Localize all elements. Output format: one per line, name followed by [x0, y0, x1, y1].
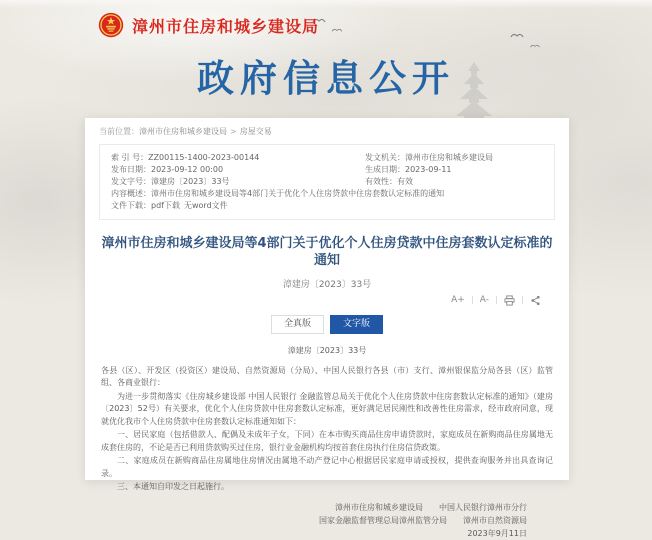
signature-orgs-line1: 漳州市住房和城乡建设局 中国人民银行漳州市分行	[335, 502, 527, 512]
article-title: 漳州市住房和城乡建设局等4部门关于优化个人住房贷款中住房套数认定标准的通知	[101, 236, 553, 268]
body-paragraph: 三、本通知自印发之日起施行。	[117, 482, 229, 491]
meta-publish-value: 2023-09-12 00:00	[151, 165, 224, 174]
toolbar-divider	[522, 296, 523, 304]
signature-block	[101, 501, 553, 540]
meta-summary	[111, 188, 543, 200]
meta-download-note: 无word文件	[183, 201, 228, 210]
breadcrumb-current-link[interactable]: 房屋交易	[239, 127, 272, 136]
meta-index-label: 索 引 号：	[111, 153, 149, 162]
meta-docnum-label: 发文字号：	[111, 177, 151, 186]
content-panel	[85, 118, 569, 538]
national-emblem-logo	[98, 12, 124, 38]
meta-created-label: 生成日期：	[365, 165, 405, 174]
print-button[interactable]	[504, 295, 515, 306]
document-body	[99, 345, 555, 540]
meta-docnum-value: 漳建房〔2023〕33号	[151, 177, 230, 186]
toolbar-divider	[496, 296, 497, 304]
meta-doc-number	[111, 176, 359, 188]
meta-publish-date	[111, 164, 359, 176]
font-decrease-button[interactable]: A-	[479, 295, 489, 305]
bird-icon	[510, 24, 524, 43]
meta-org-label: 发文机关：	[365, 153, 405, 162]
site-name: 漳州市住房和城乡建设局	[132, 16, 320, 36]
meta-download-label: 文件下载：	[111, 201, 151, 210]
banner-title: 政府信息公开	[197, 57, 455, 100]
meta-org-value: 漳州市住房和城乡建设局	[405, 153, 493, 162]
meta-validity-value: 有效	[397, 177, 413, 186]
body-paragraph: 二、家庭成员在新购商品住房属地住房情况由属地不动产登记中心根据居民家庭申请或授权，提供查询服务并出具查询记录。	[101, 456, 553, 478]
meta-download	[111, 200, 543, 212]
body-doc-number: 漳建房〔2023〕33号	[287, 346, 367, 355]
article-toolbar	[99, 293, 555, 307]
pdf-download-link[interactable]: pdf下载	[151, 201, 180, 210]
meta-publish-label: 发布日期：	[111, 165, 151, 174]
body-paragraph: 为进一步贯彻落实《住房城乡建设部 中国人民银行 金融监管总局关于优化个人住房贷款中住房套数认定标准的通知》（建房〔2023〕52号）有关要求，优化个人住房贷款中住房套数认定标准，更好满足居民刚性和改善性住房需求，经市政府同意，现就优化我市个人住房贷款中住房套数认定标准通知如下：	[101, 391, 553, 426]
bird-icon	[331, 21, 342, 36]
meta-created-value: 2023-09-11	[405, 165, 452, 174]
meta-issuing-org	[365, 152, 543, 164]
tab-text-version[interactable]: 文字版	[330, 315, 383, 334]
site-header[interactable]	[98, 12, 319, 38]
tab-full-version[interactable]: 全真版	[271, 315, 324, 334]
signature-date: 2023年9月11日	[467, 528, 527, 538]
font-increase-button[interactable]: A+	[451, 295, 465, 305]
meta-index	[111, 152, 359, 164]
version-tabs	[99, 315, 555, 334]
meta-summary-label: 内容概述：	[111, 189, 151, 198]
document-meta-box	[99, 144, 555, 220]
body-paragraph: 一、居民家庭（包括借款人、配偶及未成年子女，下同）在本市购买商品住房申请贷款时，家庭成员在新购商品住房属地无成套住房的，不论是否已利用贷款购买过住房，银行业金融机构均按首套住房执行住房信贷政策。	[101, 430, 553, 452]
share-button[interactable]	[530, 295, 541, 306]
meta-validity	[365, 176, 543, 188]
toolbar-divider	[472, 296, 473, 304]
meta-summary-value: 漳州市住房和城乡建设局等4部门关于优化个人住房贷款中住房套数认定标准的通知	[151, 189, 445, 198]
breadcrumb-home-link[interactable]: 漳州市住房和城乡建设局	[139, 127, 227, 136]
breadcrumb-separator: >	[230, 127, 237, 136]
meta-validity-label: 有效性：	[365, 177, 397, 186]
meta-created-date	[365, 164, 543, 176]
article-doc-number: 漳建房〔2023〕33号	[282, 280, 372, 290]
meta-index-value: ZZ00115-1400-2023-00144	[148, 153, 260, 162]
body-salutation: 各县（区）、开发区（投资区）建设局、自然资源局（分局）、中国人民银行各县（市）支行、漳州银保监分局各县（区）监管组、各商业银行：	[101, 365, 553, 387]
breadcrumb	[99, 126, 555, 137]
signature-orgs-line2: 国家金融监督管理总局漳州监管分局 漳州市自然资源局	[319, 515, 527, 525]
breadcrumb-prefix: 当前位置：	[99, 127, 139, 136]
